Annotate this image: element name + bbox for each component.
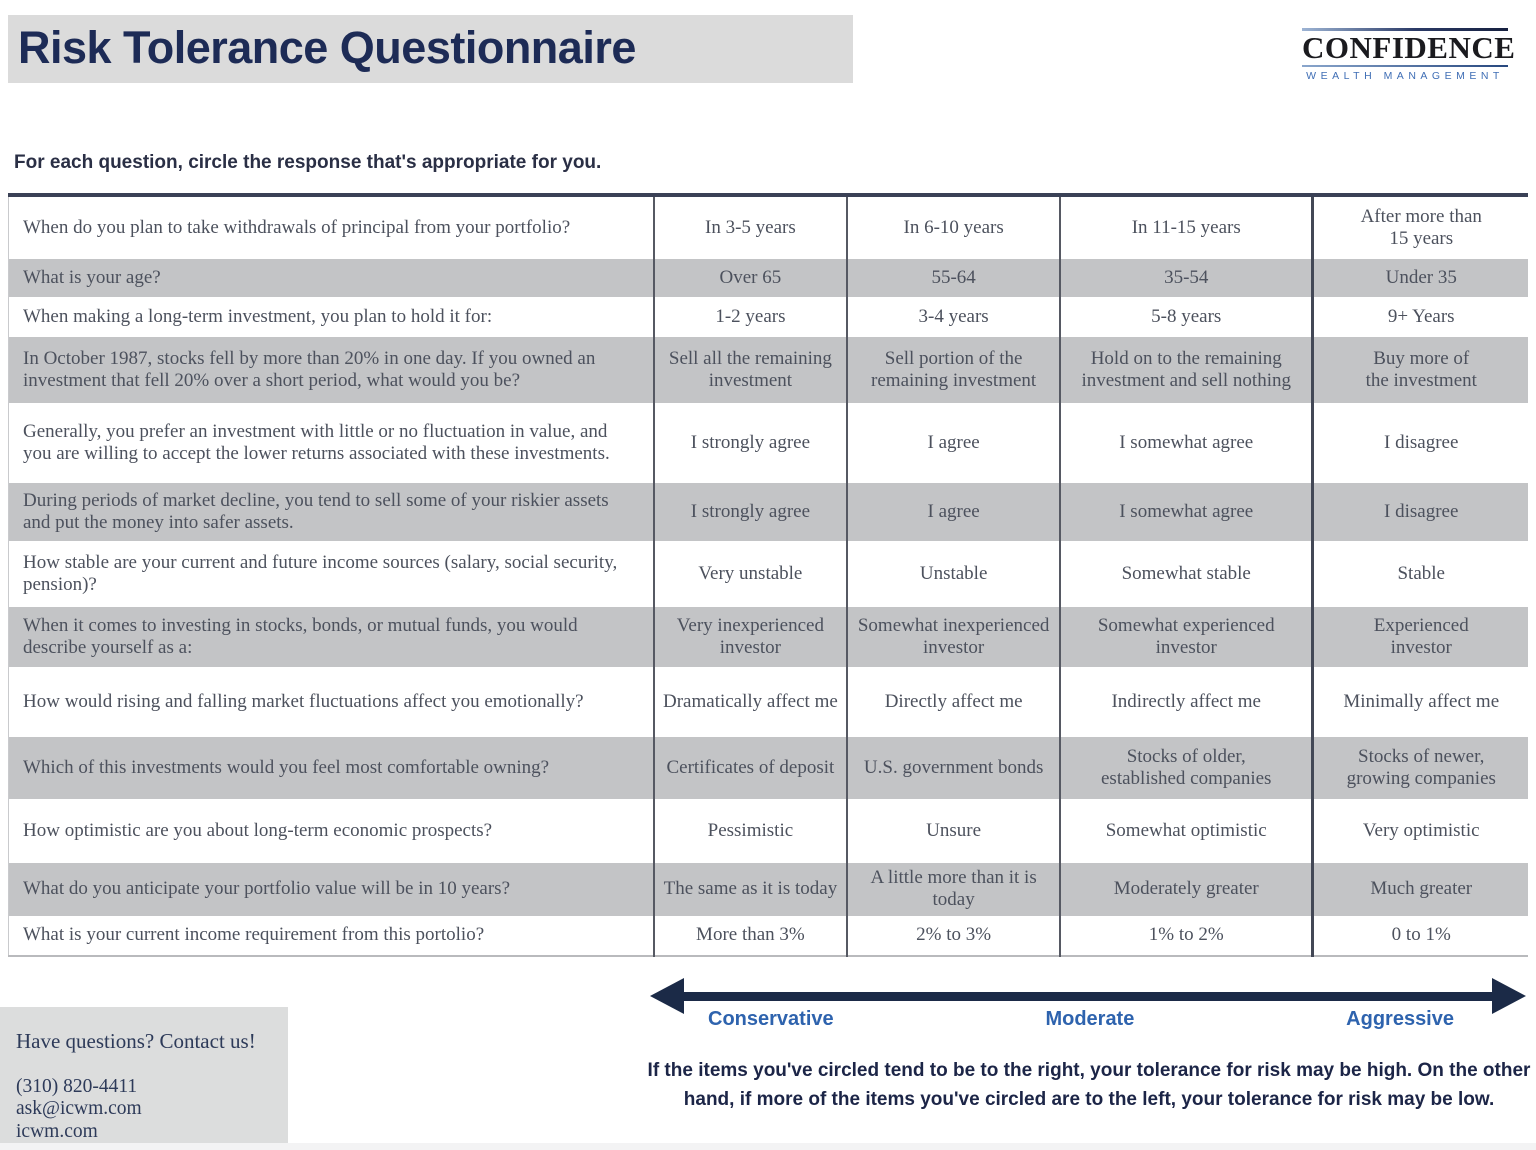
answer-cell[interactable]: Dramatically affect me <box>654 667 848 737</box>
logo-tagline: WEALTH MANAGEMENT <box>1306 70 1504 82</box>
contact-phone: (310) 820-4411 <box>16 1076 138 1097</box>
answer-cell[interactable]: Indirectly affect me <box>1060 667 1313 737</box>
answer-cell[interactable]: Sell all the remaining investment <box>654 337 848 403</box>
scale-label-moderate: Moderate <box>1045 1008 1135 1030</box>
answer-cell[interactable]: In 6-10 years <box>847 195 1060 259</box>
question-cell: When do you plan to take withdrawals of principal from your portfolio? <box>23 216 571 238</box>
answer-cell[interactable]: Certificates of deposit <box>654 737 848 799</box>
question-cell: What is your current income requirement from this portolio? <box>23 924 485 946</box>
answer-cell[interactable]: I disagree <box>1313 403 1528 483</box>
answer-cell[interactable]: Very unstable <box>654 541 848 607</box>
answer-cell[interactable]: 55-64 <box>847 259 1060 297</box>
question-cell: What is your age? <box>23 266 161 288</box>
risk-scale-labels <box>650 1008 1524 1031</box>
answer-cell[interactable]: I strongly agree <box>654 483 848 541</box>
table-row <box>9 667 1529 737</box>
answer-cell[interactable]: Moderately greater <box>1060 863 1313 916</box>
questionnaire-table <box>8 193 1528 957</box>
question-cell: How stable are your current and future income sources (salary, social security, pension)? <box>23 551 618 595</box>
question-cell: What do you anticipate your portfolio value will be in 10 years? <box>23 878 510 900</box>
answer-cell[interactable]: I agree <box>847 403 1060 483</box>
answer-cell[interactable]: More than 3% <box>654 916 848 956</box>
table-row <box>9 863 1529 916</box>
table-row <box>9 297 1529 337</box>
answer-cell[interactable]: I somewhat agree <box>1060 483 1313 541</box>
answer-cell[interactable]: Directly affect me <box>847 667 1060 737</box>
answer-cell[interactable]: 2% to 3% <box>847 916 1060 956</box>
answer-cell[interactable]: Unsure <box>847 799 1060 863</box>
table-row <box>9 259 1529 297</box>
table-row <box>9 799 1529 863</box>
contact-website-link[interactable]: icwm.com <box>16 1120 98 1142</box>
answer-cell[interactable]: A little more than it is today <box>847 863 1060 916</box>
answer-cell[interactable]: I agree <box>847 483 1060 541</box>
answer-cell[interactable]: I disagree <box>1313 483 1528 541</box>
answer-cell[interactable]: Unstable <box>847 541 1060 607</box>
answer-cell[interactable]: Sell portion of the remaining investment <box>847 337 1060 403</box>
table-row <box>9 483 1529 541</box>
answer-cell[interactable]: Experienced investor <box>1313 607 1528 667</box>
answer-cell[interactable]: 0 to 1% <box>1313 916 1528 956</box>
answer-cell[interactable]: Somewhat stable <box>1060 541 1313 607</box>
scale-label-conservative: Conservative <box>708 1008 834 1030</box>
question-cell: When it comes to investing in stocks, bonds, or mutual funds, you would describe yourself as a: <box>23 614 578 658</box>
answer-cell[interactable]: The same as it is today <box>654 863 848 916</box>
scale-label-aggressive: Aggressive <box>1346 1008 1454 1030</box>
company-logo <box>1302 28 1516 82</box>
answer-cell[interactable]: 3-4 years <box>847 297 1060 337</box>
answer-cell[interactable]: Much greater <box>1313 863 1528 916</box>
table-row <box>9 916 1529 956</box>
answer-cell[interactable]: 9+ Years <box>1313 297 1528 337</box>
table-row <box>9 403 1529 483</box>
answer-cell[interactable]: I strongly agree <box>654 403 848 483</box>
page-bottom-strip <box>0 1143 1536 1150</box>
answer-cell[interactable]: Buy more of the investment <box>1313 337 1528 403</box>
answer-cell[interactable]: Somewhat optimistic <box>1060 799 1313 863</box>
answer-cell[interactable]: Over 65 <box>654 259 848 297</box>
answer-cell[interactable]: In 3-5 years <box>654 195 848 259</box>
answer-cell[interactable]: 1% to 2% <box>1060 916 1313 956</box>
logo-company-name: CONFIDENCE <box>1302 30 1516 65</box>
risk-scale-arrow-shaft <box>678 992 1498 1001</box>
answer-cell[interactable]: Very inexperienced investor <box>654 607 848 667</box>
table-row <box>9 337 1529 403</box>
questionnaire-body <box>9 195 1529 956</box>
answer-cell[interactable]: 35-54 <box>1060 259 1313 297</box>
question-cell: How optimistic are you about long-term economic prospects? <box>23 819 493 841</box>
table-row <box>9 195 1529 259</box>
answer-cell[interactable]: 5-8 years <box>1060 297 1313 337</box>
contact-email-link[interactable]: ask@icwm.com <box>16 1098 142 1120</box>
contact-box <box>0 1007 288 1143</box>
answer-cell[interactable]: After more than 15 years <box>1313 195 1528 259</box>
answer-cell[interactable]: Very optimistic <box>1313 799 1528 863</box>
answer-cell[interactable]: In 11-15 years <box>1060 195 1313 259</box>
question-cell: During periods of market decline, you tend to sell some of your riskier assets and put the money into safer assets. <box>23 489 609 533</box>
title-banner <box>8 15 853 83</box>
question-cell: Which of this investments would you feel most comfortable owning? <box>23 756 550 778</box>
answer-cell[interactable]: Hold on to the remaining investment and sell nothing <box>1060 337 1313 403</box>
answer-cell[interactable]: Stocks of newer, growing companies <box>1313 737 1528 799</box>
answer-cell[interactable]: U.S. government bonds <box>847 737 1060 799</box>
question-cell: In October 1987, stocks fell by more than 20% in one day. If you owned an investment that fell 20% over a short period, what would you be? <box>23 347 596 391</box>
answer-cell[interactable]: 1-2 years <box>654 297 848 337</box>
contact-heading: Have questions? Contact us! <box>16 1029 256 1053</box>
table-row <box>9 541 1529 607</box>
answer-cell[interactable]: Stable <box>1313 541 1528 607</box>
answer-cell[interactable]: Stocks of older, established companies <box>1060 737 1313 799</box>
question-cell: When making a long-term investment, you plan to hold it for: <box>23 305 493 327</box>
answer-cell[interactable]: Under 35 <box>1313 259 1528 297</box>
answer-cell[interactable]: Minimally affect me <box>1313 667 1528 737</box>
question-cell: Generally, you prefer an investment with little or no fluctuation in value, and you are willing to accept the lower returns associated with these investments. <box>23 420 610 464</box>
page-title: Risk Tolerance Questionnaire <box>18 22 636 73</box>
table-row <box>9 737 1529 799</box>
risk-scale-note: If the items you've circled tend to be to the right, your tolerance for risk may be high. On the other hand, if more of the items you've circled are to the left, your tolerance for risk may be low. <box>647 1060 1531 1110</box>
question-cell: How would rising and falling market fluctuations affect you emotionally? <box>23 690 584 712</box>
answer-cell[interactable]: Somewhat experienced investor <box>1060 607 1313 667</box>
answer-cell[interactable]: Somewhat inexperienced investor <box>847 607 1060 667</box>
instruction-text: For each question, circle the response that's appropriate for you. <box>14 152 602 173</box>
answer-cell[interactable]: I somewhat agree <box>1060 403 1313 483</box>
table-row <box>9 607 1529 667</box>
answer-cell[interactable]: Pessimistic <box>654 799 848 863</box>
